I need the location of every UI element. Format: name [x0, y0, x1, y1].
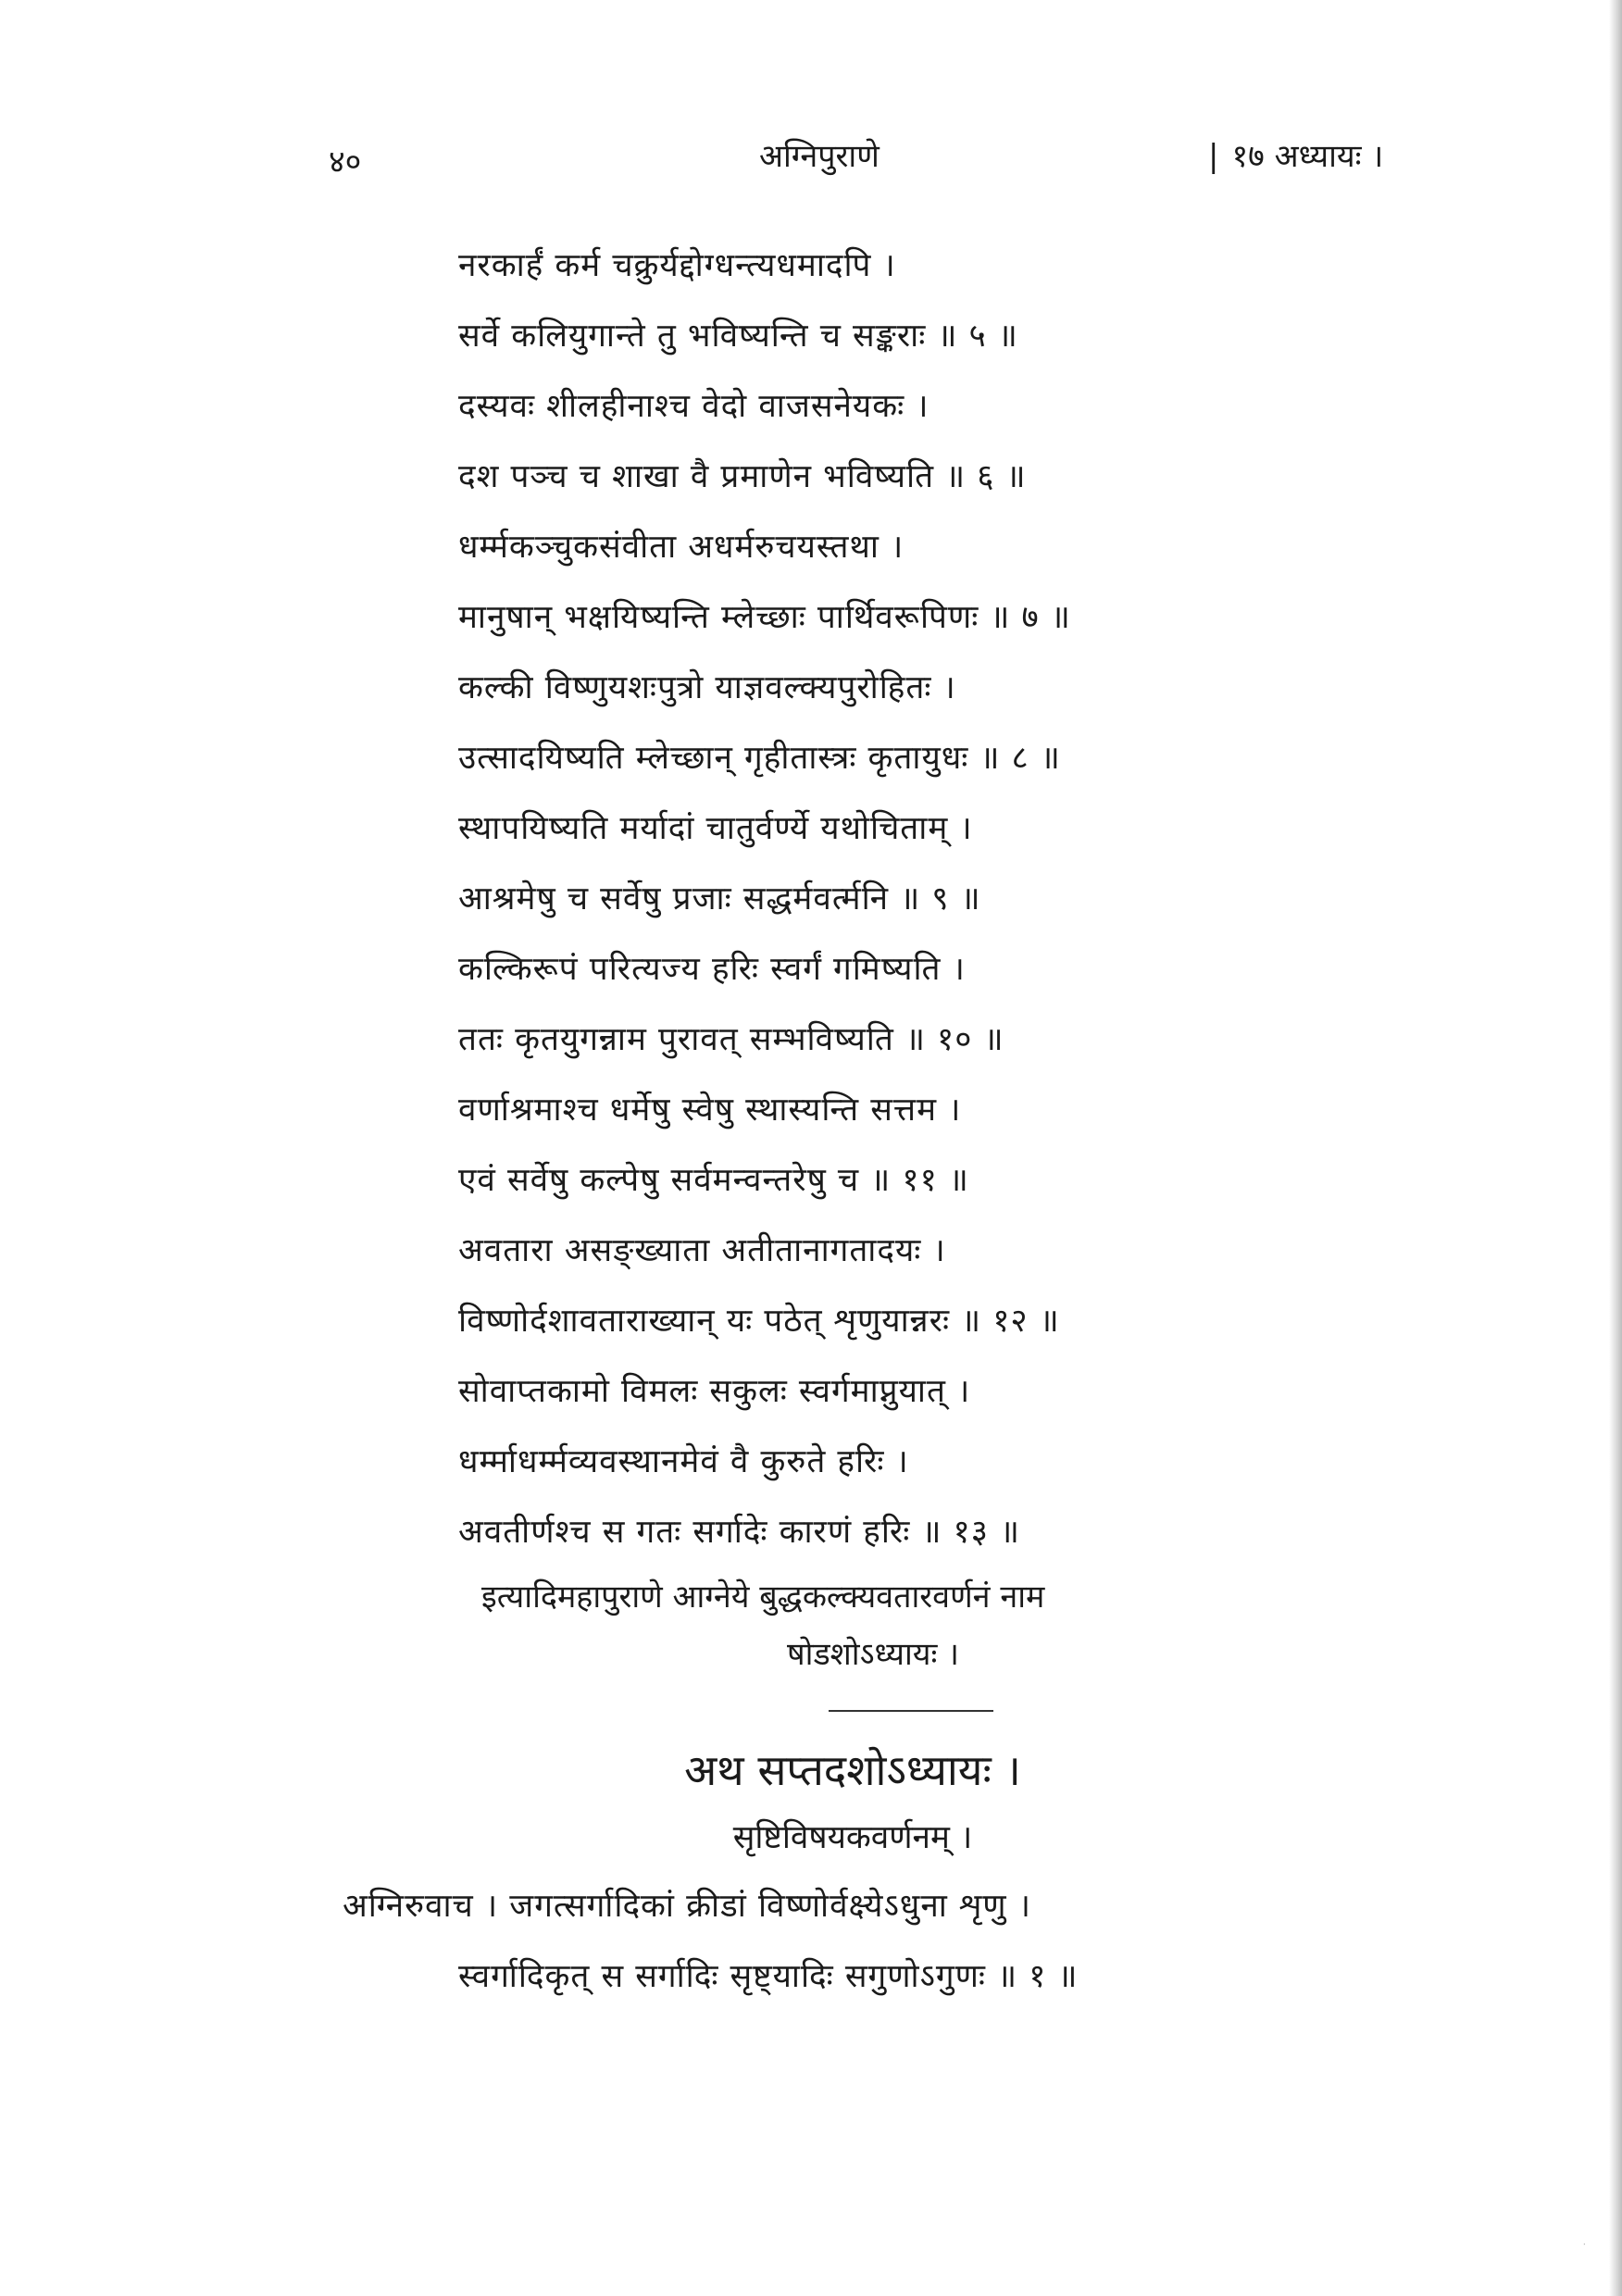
chapter-verse-line: स्वर्गादिकृत् स सर्गादिः सृष्ट्यादिः सगुणोऽगुणः ॥ १ ॥ — [458, 1958, 1079, 1995]
verse-line: कल्किरूपं परित्यज्य हरिः स्वर्गं गमिष्यति । — [458, 951, 966, 988]
chapter-verse-line: अग्निरुवाच । जगत्सर्गादिकां क्रीडां विष्णोर्वक्ष्येऽधुना शृणु । — [343, 1888, 1031, 1925]
chapter-reference-text: १७ अध्यायः । — [1231, 138, 1384, 175]
colophon-line-2: षोडशोऽध्यायः । — [787, 1636, 960, 1673]
verse-line: विष्णोर्दशावताराख्यान् यः पठेत् शृणुयान्नरः ॥ १२ ॥ — [458, 1303, 1060, 1340]
chapter-subtitle: सृष्टिविषयकवर्णनम् । — [732, 1819, 973, 1856]
verse-line: सर्वे कलियुगान्ते तु भविष्यन्ति च सङ्कराः ॥ ५ ॥ — [458, 318, 1018, 355]
verse-line: ततः कृतयुगन्नाम पुरावत् सम्भविष्यति ॥ १० ॥ — [458, 1021, 1004, 1058]
section-divider — [829, 1710, 993, 1712]
chapter-reference — [1208, 133, 1383, 176]
chapter-heading: अथ सप्तदशोऽध्यायः । — [684, 1745, 1021, 1795]
verse-line: धर्म्माधर्म्मव्यवस्थानमेवं वै कुरुते हरिः । — [458, 1443, 909, 1480]
verse-line: एवं सर्वेषु कल्पेषु सर्वमन्वन्तरेषु च ॥ ११ ॥ — [458, 1162, 969, 1199]
verse-line: दस्यवः शीलहीनाश्च वेदो वाजसनेयकः । — [458, 388, 930, 425]
verse-line: उत्सादयिष्यति म्लेच्छान् गृहीतास्त्रः कृतायुधः ॥ ८ ॥ — [458, 740, 1061, 777]
verse-line: नरकार्हं कर्म चक्रुर्यद्दोग्धन्त्यधमादपि । — [458, 247, 896, 284]
chapter-reference-bar: | — [1208, 138, 1219, 175]
scan-page-edge — [1609, 0, 1622, 2296]
verse-line: वर्णाश्रमाश्च धर्मेषु स्वेषु स्थास्यन्ति सत्तम । — [458, 1092, 962, 1129]
verse-line: मानुषान् भक्षयिष्यन्ति म्लेच्छाः पार्थिवरूपिणः ॥ ७ ॥ — [458, 599, 1071, 636]
verse-line: सोवाप्तकामो विमलः सकुलः स्वर्गमाप्नुयात् । — [458, 1373, 971, 1410]
verse-line: धर्म्मकञ्चुकसंवीता अधर्मरुचयस्तथा । — [458, 529, 905, 566]
verse-line: आश्रमेषु च सर्वेषु प्रजाः सद्धर्मवर्त्मनि ॥ ९ ॥ — [458, 880, 981, 917]
page-number: ४० — [329, 144, 362, 181]
colophon-line-1: इत्यादिमहापुराणे आग्नेये बुद्धकल्क्यवतारवर्णनं नाम — [481, 1578, 1045, 1616]
verse-line: अवतारा असङ्ख्याता अतीतानागतादयः । — [458, 1232, 946, 1269]
scan-speck: · — [1583, 2240, 1586, 2249]
verse-line: दश पञ्च च शाखा वै प्रमाणेन भविष्यति ॥ ६ ॥ — [458, 458, 1027, 495]
verse-line: स्थापयिष्यति मर्यादां चातुर्वर्ण्ये यथोचिताम् । — [458, 810, 973, 847]
page-header — [0, 130, 1622, 185]
verse-line: कल्की विष्णुयशःपुत्रो याज्ञवल्क्यपुरोहितः । — [458, 669, 956, 706]
verse-line: अवतीर्णश्च स गतः सर्गादेः कारणं हरिः ॥ १३ ॥ — [458, 1514, 1021, 1551]
running-title: अग्निपुराणे — [759, 138, 880, 175]
